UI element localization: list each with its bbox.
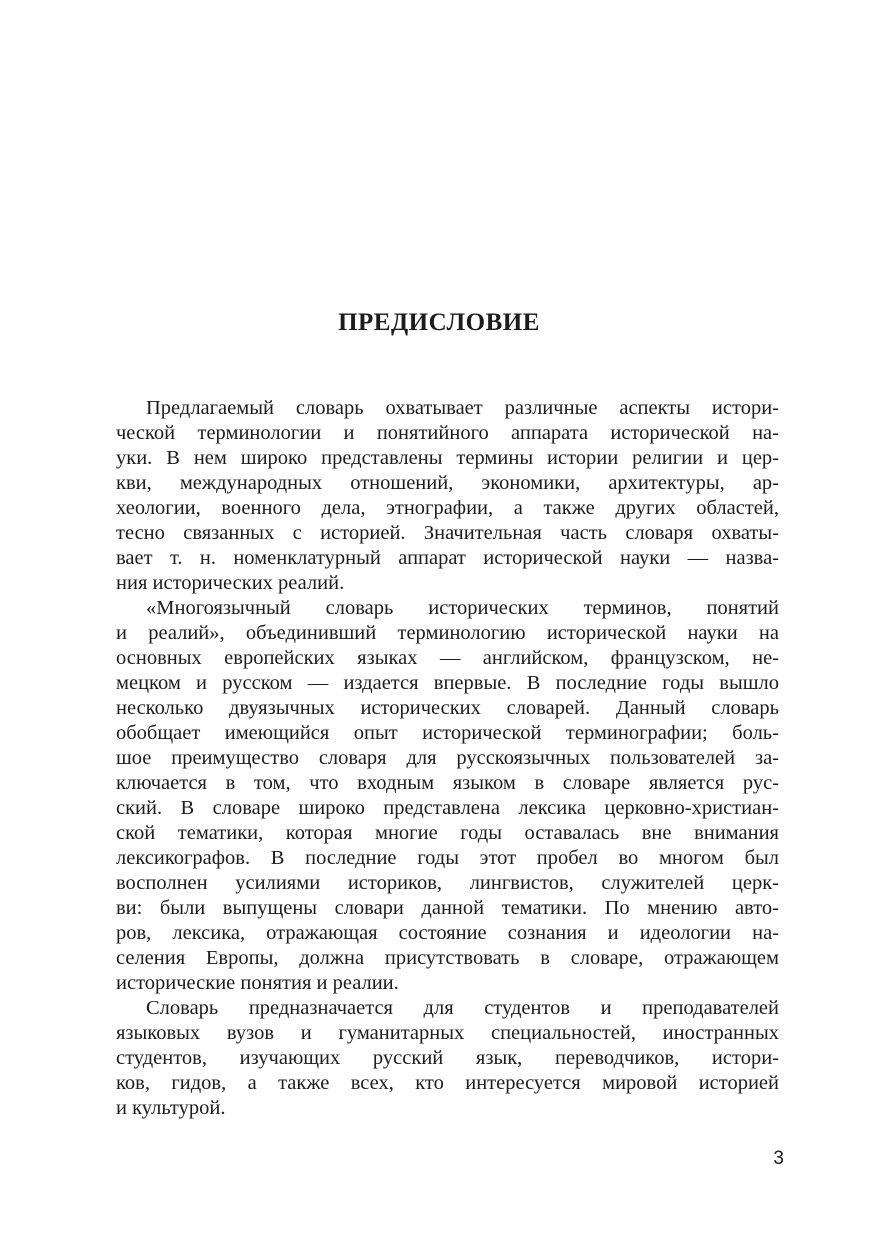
paragraph: [116, 596, 779, 996]
text-line: лексикографов. В последние годы этот пробел во многом был: [116, 847, 779, 869]
text-line: тесно связанных с историей. Значительная часть словаря охваты-: [116, 522, 779, 544]
text-line: ков, гидов, а также всех, кто интересуется мировой историей: [116, 1072, 779, 1094]
text-line: и реалий», объединивший терминологию исторической науки на: [116, 622, 779, 644]
text-line: ви: были выпущены словари данной тематики. По мнению авто-: [116, 897, 779, 919]
text-line: языковых вузов и гуманитарных специальностей, иностранных: [116, 1022, 779, 1044]
text-line: ров, лексика, отражающая состояние сознания и идеологии на-: [116, 922, 779, 944]
text-line: студентов, изучающих русский язык, переводчиков, истори-: [116, 1047, 779, 1069]
text-line: несколько двуязычных исторических словарей. Данный словарь: [116, 697, 779, 719]
text-line: ческой терминологии и понятийного аппарата исторической на-: [116, 422, 779, 444]
text-line: кви, международных отношений, экономики, архитектуры, ар-: [116, 472, 779, 494]
text-line: восполнен усилиями историков, лингвистов, служителей церк-: [116, 872, 779, 894]
paragraph: [116, 396, 779, 596]
text-line: и культурой.: [116, 1097, 226, 1119]
text-line: вает т. н. номенклатурный аппарат исторической науки — назва-: [116, 547, 779, 569]
text-line: ской тематики, которая многие годы оставалась вне внимания: [116, 822, 779, 844]
text-line: ключается в том, что входным языком в словаре является рус-: [116, 772, 779, 794]
text-line: ния исторических реалий.: [116, 572, 345, 594]
text-line: основных европейских языках — английском, французском, не-: [116, 647, 779, 669]
text-line: «Многоязычный словарь исторических терминов, понятий: [146, 597, 779, 619]
paragraph: [116, 996, 779, 1121]
text-line: ский. В словаре широко представлена лексика церковно-христиан-: [116, 797, 779, 819]
text-line: селения Европы, должна присутствовать в словаре, отражающем: [116, 947, 779, 969]
text-line: уки. В нем широко представлены термины истории религии и цер-: [116, 447, 779, 469]
text-line: Предлагаемый словарь охватывает различные аспекты истори-: [146, 397, 779, 419]
text-line: исторические понятия и реалии.: [116, 972, 399, 994]
preface-body: [116, 396, 779, 1121]
text-line: шое преимущество словаря для русскоязычных пользователей за-: [116, 747, 779, 769]
text-line: обобщает имеющийся опыт исторической терминографии; боль-: [116, 722, 779, 744]
text-line: хеологии, военного дела, этнографии, а также других областей,: [116, 497, 779, 519]
page-number: 3: [773, 1148, 784, 1169]
text-line: Словарь предназначается для студентов и преподавателей: [146, 997, 779, 1019]
page-title: ПРЕДИСЛОВИЕ: [338, 309, 540, 336]
text-line: мецком и русском — издается впервые. В последние годы вышло: [116, 672, 779, 694]
